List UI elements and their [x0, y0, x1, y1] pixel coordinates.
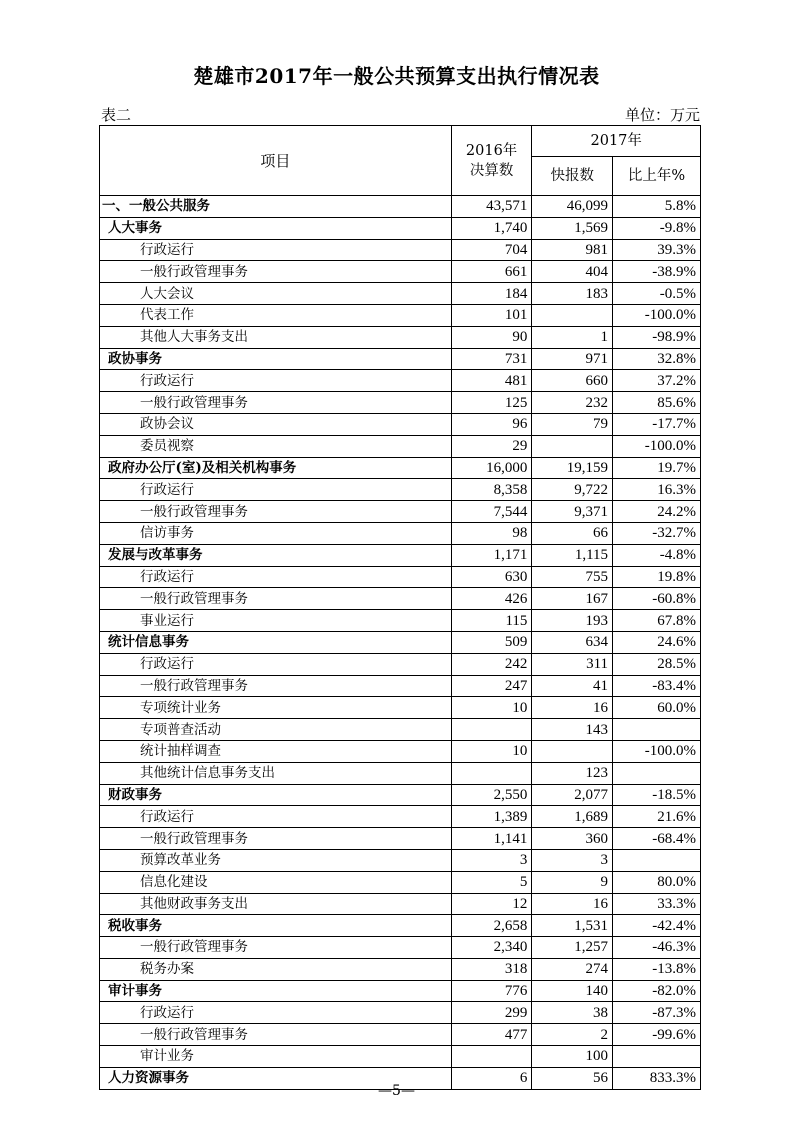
cell-yoy-change: -100.0%	[613, 740, 701, 762]
row-item-name: 一般行政管理事务	[100, 392, 452, 414]
row-item-name: 专项普查活动	[100, 719, 452, 741]
cell-2016-final: 10	[451, 740, 532, 762]
row-item-name: 审计事务	[100, 980, 452, 1002]
row-item-name: 一般行政管理事务	[100, 501, 452, 523]
cell-2016-final	[451, 762, 532, 784]
cell-2017-quick: 360	[532, 828, 613, 850]
table-row	[100, 719, 701, 741]
table-header	[100, 126, 701, 196]
table-row	[100, 1002, 701, 1024]
cell-2016-final: 318	[451, 958, 532, 980]
table-row	[100, 348, 701, 370]
cell-2017-quick: 38	[532, 1002, 613, 1024]
cell-2016-final: 1,389	[451, 806, 532, 828]
table-row	[100, 261, 701, 283]
table-row	[100, 871, 701, 893]
row-item-name: 代表工作	[100, 304, 452, 326]
cell-2017-quick: 123	[532, 762, 613, 784]
cell-2017-quick: 1,689	[532, 806, 613, 828]
table-row	[100, 610, 701, 632]
table-row	[100, 762, 701, 784]
cell-2017-quick: 183	[532, 283, 613, 305]
cell-2016-final: 661	[451, 261, 532, 283]
row-item-name: 一般行政管理事务	[100, 588, 452, 610]
table-row	[100, 544, 701, 566]
table-number: 表二	[101, 106, 132, 124]
row-item-name: 信访事务	[100, 522, 452, 544]
table-row	[100, 849, 701, 871]
table-row	[100, 522, 701, 544]
cell-2016-final: 115	[451, 610, 532, 632]
cell-2017-quick	[532, 740, 613, 762]
cell-2017-quick: 100	[532, 1046, 613, 1068]
table-row	[100, 326, 701, 348]
cell-2016-final: 776	[451, 980, 532, 1002]
table-row	[100, 239, 701, 261]
cell-2017-quick: 2	[532, 1024, 613, 1046]
table-row	[100, 937, 701, 959]
table-row	[100, 980, 701, 1002]
row-item-name: 一般行政管理事务	[100, 675, 452, 697]
cell-2017-quick: 56	[532, 1067, 613, 1089]
page-number: —5—	[378, 1083, 415, 1099]
table-row	[100, 217, 701, 239]
cell-2016-final: 426	[451, 588, 532, 610]
table-row	[100, 806, 701, 828]
cell-2017-quick: 2,077	[532, 784, 613, 806]
cell-2016-final: 509	[451, 631, 532, 653]
cell-2016-final: 5	[451, 871, 532, 893]
cell-yoy-change	[613, 762, 701, 784]
table-row	[100, 697, 701, 719]
cell-2016-final: 2,340	[451, 937, 532, 959]
table-row	[100, 413, 701, 435]
cell-yoy-change: -82.0%	[613, 980, 701, 1002]
cell-yoy-change: -0.5%	[613, 283, 701, 305]
cell-2017-quick: 79	[532, 413, 613, 435]
cell-2017-quick: 311	[532, 653, 613, 675]
cell-2016-final: 477	[451, 1024, 532, 1046]
cell-2017-quick: 404	[532, 261, 613, 283]
cell-yoy-change: 5.8%	[613, 196, 701, 218]
table-row	[100, 653, 701, 675]
table-row	[100, 283, 701, 305]
row-item-name: 行政运行	[100, 1002, 452, 1024]
cell-yoy-change: 19.7%	[613, 457, 701, 479]
cell-2016-final: 125	[451, 392, 532, 414]
row-item-name: 人大事务	[100, 217, 452, 239]
cell-yoy-change: -9.8%	[613, 217, 701, 239]
unit-label: 单位：万元	[624, 106, 700, 124]
cell-yoy-change: -83.4%	[613, 675, 701, 697]
cell-2017-quick: 9,722	[532, 479, 613, 501]
cell-yoy-change: 67.8%	[613, 610, 701, 632]
table-row	[100, 566, 701, 588]
row-item-name: 一般行政管理事务	[100, 261, 452, 283]
row-item-name: 统计抽样调查	[100, 740, 452, 762]
row-item-name: 统计信息事务	[100, 631, 452, 653]
cell-yoy-change: 39.3%	[613, 239, 701, 261]
cell-yoy-change: 37.2%	[613, 370, 701, 392]
header-yoy: 比上年%	[613, 157, 701, 196]
row-item-name: 发展与改革事务	[100, 544, 452, 566]
cell-2017-quick: 1,531	[532, 915, 613, 937]
cell-2016-final: 1,740	[451, 217, 532, 239]
row-item-name: 一、一般公共服务	[100, 196, 452, 218]
cell-2016-final: 29	[451, 435, 532, 457]
table-body	[100, 196, 701, 1090]
cell-2017-quick: 193	[532, 610, 613, 632]
cell-2017-quick: 9,371	[532, 501, 613, 523]
cell-2017-quick	[532, 304, 613, 326]
cell-2017-quick: 634	[532, 631, 613, 653]
cell-2016-final: 481	[451, 370, 532, 392]
cell-yoy-change: 24.6%	[613, 631, 701, 653]
cell-2016-final: 1,141	[451, 828, 532, 850]
table-row	[100, 435, 701, 457]
row-item-name: 人大会议	[100, 283, 452, 305]
cell-yoy-change: 16.3%	[613, 479, 701, 501]
row-item-name: 一般行政管理事务	[100, 1024, 452, 1046]
cell-2016-final: 96	[451, 413, 532, 435]
cell-2016-final: 731	[451, 348, 532, 370]
cell-yoy-change: -87.3%	[613, 1002, 701, 1024]
table-row	[100, 1046, 701, 1068]
cell-2017-quick: 19,159	[532, 457, 613, 479]
header-item: 项目	[100, 126, 452, 196]
row-item-name: 行政运行	[100, 370, 452, 392]
cell-yoy-change: 28.5%	[613, 653, 701, 675]
row-item-name: 其他人大事务支出	[100, 326, 452, 348]
table-row	[100, 370, 701, 392]
page-title: 楚雄市2017年一般公共预算支出执行情况表	[193, 64, 600, 88]
cell-yoy-change: 21.6%	[613, 806, 701, 828]
cell-2017-quick: 1,257	[532, 937, 613, 959]
cell-2016-final	[451, 1046, 532, 1068]
cell-2016-final: 8,358	[451, 479, 532, 501]
cell-2016-final: 2,658	[451, 915, 532, 937]
cell-2017-quick: 140	[532, 980, 613, 1002]
row-item-name: 人力资源事务	[100, 1067, 452, 1089]
cell-2017-quick: 274	[532, 958, 613, 980]
cell-2016-final: 6	[451, 1067, 532, 1089]
cell-2017-quick: 143	[532, 719, 613, 741]
row-item-name: 行政运行	[100, 566, 452, 588]
table-row	[100, 196, 701, 218]
header-2017: 2017年	[532, 126, 701, 157]
table-row	[100, 893, 701, 915]
header-quick-report: 快报数	[532, 157, 613, 196]
cell-yoy-change: -60.8%	[613, 588, 701, 610]
cell-yoy-change: -32.7%	[613, 522, 701, 544]
cell-yoy-change: -17.7%	[613, 413, 701, 435]
cell-yoy-change	[613, 1046, 701, 1068]
cell-2016-final: 299	[451, 1002, 532, 1024]
cell-2017-quick: 755	[532, 566, 613, 588]
cell-2016-final: 184	[451, 283, 532, 305]
header-2016: 2016年决算数	[451, 126, 532, 196]
cell-2016-final: 12	[451, 893, 532, 915]
cell-yoy-change: 19.8%	[613, 566, 701, 588]
cell-yoy-change: -38.9%	[613, 261, 701, 283]
table-row	[100, 392, 701, 414]
cell-yoy-change: 24.2%	[613, 501, 701, 523]
cell-2017-quick: 1	[532, 326, 613, 348]
table-row	[100, 740, 701, 762]
table-row	[100, 457, 701, 479]
cell-yoy-change: 833.3%	[613, 1067, 701, 1089]
cell-2016-final: 101	[451, 304, 532, 326]
row-item-name: 事业运行	[100, 610, 452, 632]
row-item-name: 专项统计业务	[100, 697, 452, 719]
cell-yoy-change: 32.8%	[613, 348, 701, 370]
cell-2016-final: 247	[451, 675, 532, 697]
cell-2017-quick: 981	[532, 239, 613, 261]
cell-2016-final: 2,550	[451, 784, 532, 806]
table-row	[100, 479, 701, 501]
row-item-name: 一般行政管理事务	[100, 828, 452, 850]
cell-yoy-change: 85.6%	[613, 392, 701, 414]
row-item-name: 政府办公厅(室)及相关机构事务	[100, 457, 452, 479]
row-item-name: 财政事务	[100, 784, 452, 806]
cell-2017-quick: 16	[532, 893, 613, 915]
cell-yoy-change: 80.0%	[613, 871, 701, 893]
row-item-name: 审计业务	[100, 1046, 452, 1068]
cell-2017-quick: 660	[532, 370, 613, 392]
row-item-name: 预算改革业务	[100, 849, 452, 871]
table-row	[100, 1024, 701, 1046]
row-item-name: 税务办案	[100, 958, 452, 980]
row-item-name: 行政运行	[100, 653, 452, 675]
row-item-name: 一般行政管理事务	[100, 937, 452, 959]
cell-yoy-change: 33.3%	[613, 893, 701, 915]
cell-yoy-change: -42.4%	[613, 915, 701, 937]
table-row	[100, 588, 701, 610]
cell-2017-quick	[532, 435, 613, 457]
table-row	[100, 958, 701, 980]
cell-2017-quick: 41	[532, 675, 613, 697]
cell-2016-final: 630	[451, 566, 532, 588]
row-item-name: 委员视察	[100, 435, 452, 457]
cell-2016-final: 90	[451, 326, 532, 348]
cell-2017-quick: 1,115	[532, 544, 613, 566]
cell-yoy-change: -100.0%	[613, 304, 701, 326]
cell-yoy-change	[613, 719, 701, 741]
cell-yoy-change	[613, 849, 701, 871]
cell-2017-quick: 232	[532, 392, 613, 414]
cell-yoy-change: -4.8%	[613, 544, 701, 566]
row-item-name: 政协会议	[100, 413, 452, 435]
budget-table	[99, 125, 701, 1090]
cell-yoy-change: -68.4%	[613, 828, 701, 850]
row-item-name: 税收事务	[100, 915, 452, 937]
cell-2017-quick: 167	[532, 588, 613, 610]
cell-2016-final: 10	[451, 697, 532, 719]
table-row	[100, 915, 701, 937]
table-row	[100, 675, 701, 697]
cell-2016-final: 3	[451, 849, 532, 871]
cell-2017-quick: 16	[532, 697, 613, 719]
cell-yoy-change: -100.0%	[613, 435, 701, 457]
cell-yoy-change: -13.8%	[613, 958, 701, 980]
row-item-name: 行政运行	[100, 479, 452, 501]
cell-2017-quick: 9	[532, 871, 613, 893]
cell-2016-final: 98	[451, 522, 532, 544]
row-item-name: 其他统计信息事务支出	[100, 762, 452, 784]
cell-2016-final: 43,571	[451, 196, 532, 218]
table-row	[100, 304, 701, 326]
cell-2017-quick: 971	[532, 348, 613, 370]
row-item-name: 行政运行	[100, 239, 452, 261]
table-row	[100, 631, 701, 653]
cell-2017-quick: 3	[532, 849, 613, 871]
cell-2016-final: 7,544	[451, 501, 532, 523]
cell-2017-quick: 46,099	[532, 196, 613, 218]
cell-yoy-change: 60.0%	[613, 697, 701, 719]
cell-2016-final: 704	[451, 239, 532, 261]
row-item-name: 信息化建设	[100, 871, 452, 893]
cell-2016-final: 1,171	[451, 544, 532, 566]
cell-2016-final: 16,000	[451, 457, 532, 479]
row-item-name: 政协事务	[100, 348, 452, 370]
table-row	[100, 828, 701, 850]
cell-yoy-change: -46.3%	[613, 937, 701, 959]
row-item-name: 其他财政事务支出	[100, 893, 452, 915]
cell-yoy-change: -98.9%	[613, 326, 701, 348]
table-row	[100, 784, 701, 806]
cell-yoy-change: -18.5%	[613, 784, 701, 806]
cell-2017-quick: 66	[532, 522, 613, 544]
cell-2016-final	[451, 719, 532, 741]
cell-yoy-change: -99.6%	[613, 1024, 701, 1046]
cell-2016-final: 242	[451, 653, 532, 675]
table-row	[100, 501, 701, 523]
row-item-name: 行政运行	[100, 806, 452, 828]
cell-2017-quick: 1,569	[532, 217, 613, 239]
